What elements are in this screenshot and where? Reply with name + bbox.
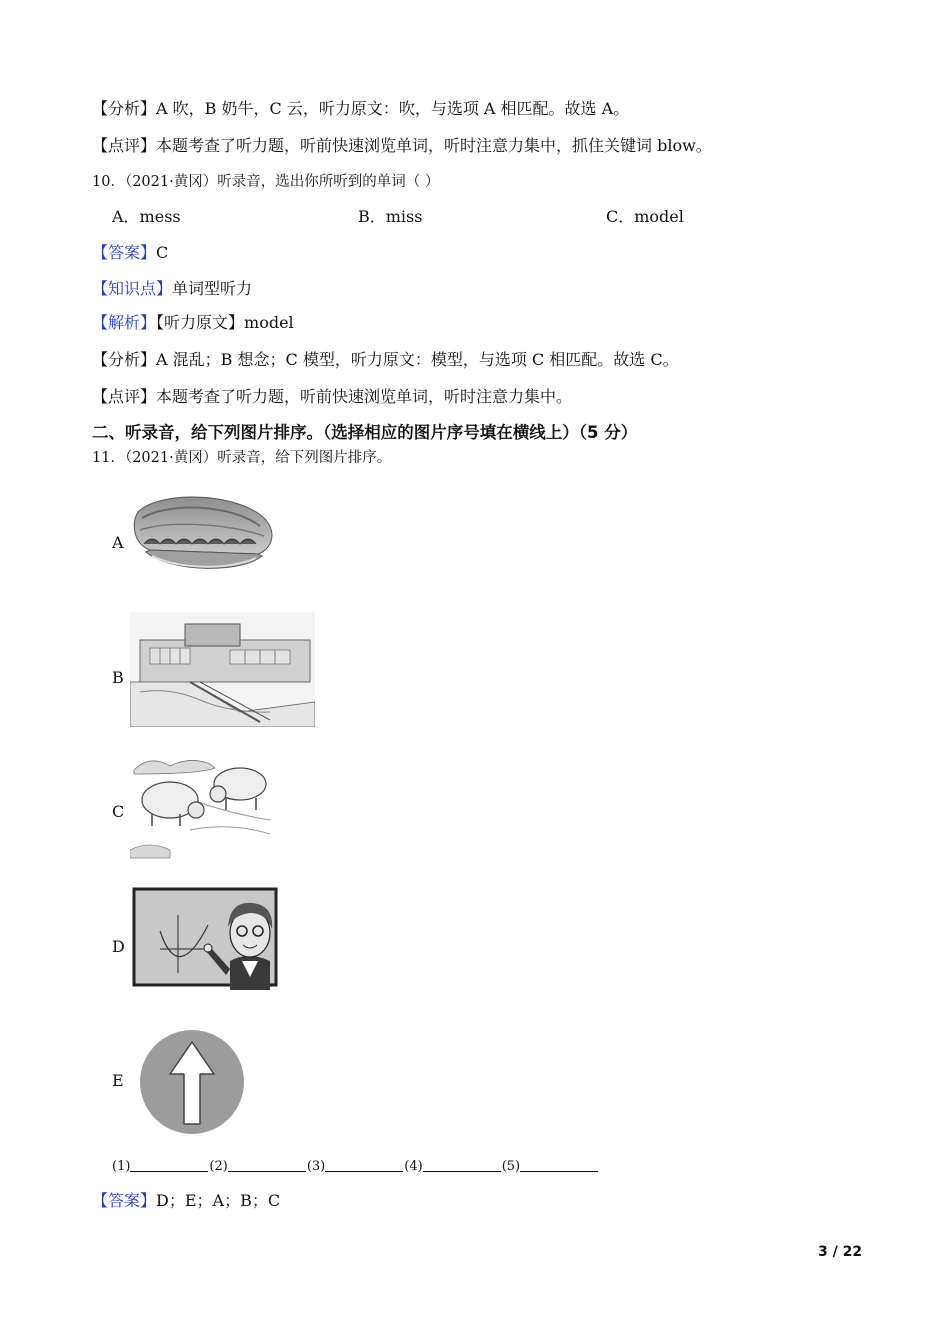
yaks-image — [130, 750, 275, 862]
answer-tag: 【答案】 — [92, 1191, 157, 1210]
blank-5[interactable] — [520, 1157, 598, 1172]
q9-comment — [92, 134, 712, 158]
blank-label-3: (3) — [306, 1159, 326, 1174]
blank-4[interactable] — [423, 1157, 501, 1172]
q11-stem: 11．（2021·黄冈）听录音，给下列图片排序。 — [92, 450, 392, 466]
q10-option-c: C．model — [606, 207, 684, 226]
answer-text: C — [156, 243, 169, 262]
answer-text: D；E；A；B；C — [156, 1191, 281, 1210]
analysis-tag: 【分析】 — [92, 99, 157, 118]
q10-option-a: A．mess — [112, 207, 181, 226]
picture-label-a: A — [112, 533, 124, 552]
knowledge-tag: 【知识点】 — [92, 279, 173, 298]
blank-label-2: (2) — [209, 1159, 228, 1174]
blank-label-1: (1) — [112, 1159, 131, 1174]
q10-explain — [92, 311, 294, 335]
analysis-tag: 【分析】 — [92, 350, 157, 369]
picture-label-c: C — [112, 802, 125, 821]
picture-label-d: D — [112, 937, 125, 956]
sandwich-image — [130, 490, 275, 585]
analysis-text: A 混乱；B 想念；C 模型，听力原文：模型，与选项 C 相匹配。故选 C。 — [156, 350, 679, 369]
q10-answer — [92, 241, 168, 265]
answer-blanks — [112, 1156, 599, 1178]
explain-tag: 【解析】 — [92, 313, 157, 332]
q10-stem: 10．（2021·黄冈）听录音，选出你所听到的单词（ ） — [92, 174, 440, 190]
page-number: 3 / 22 — [818, 1244, 863, 1260]
q10-knowledge — [92, 277, 252, 301]
comment-text: 本题考查了听力题，听前快速浏览单词，听时注意力集中，抓住关键词 blow。 — [156, 136, 712, 155]
section-heading: 二、听录音，给下列图片排序。（选择相应的图片序号填在横线上）（5 分） — [92, 423, 638, 442]
comment-tag: 【点评】 — [92, 136, 157, 155]
blank-label-4: (4) — [404, 1159, 423, 1174]
q11-answer — [92, 1189, 280, 1213]
analysis-text: A 吹，B 奶牛，C 云，听力原文：吹，与选项 A 相匹配。故选 A。 — [156, 99, 630, 118]
blank-2[interactable] — [228, 1157, 306, 1172]
q10-option-b: B．miss — [358, 207, 423, 226]
comment-text: 本题考查了听力题，听前快速浏览单词，听时注意力集中。 — [156, 387, 573, 406]
blank-3[interactable] — [325, 1157, 403, 1172]
answer-tag: 【答案】 — [92, 243, 157, 262]
palace-image — [130, 612, 315, 727]
comment-tag: 【点评】 — [92, 387, 157, 406]
picture-label-e: E — [112, 1071, 124, 1090]
q10-analysis — [92, 348, 679, 372]
blank-label-5: (5) — [501, 1159, 521, 1174]
q9-analysis — [92, 97, 629, 121]
picture-label-b: B — [112, 668, 124, 687]
explain-text: 【听力原文】model — [156, 313, 294, 332]
knowledge-text: 单词型听力 — [172, 279, 253, 298]
teacher-image — [130, 885, 280, 990]
go-straight-sign-icon — [130, 1030, 255, 1135]
blank-1[interactable] — [130, 1157, 208, 1172]
q10-comment — [92, 385, 572, 409]
